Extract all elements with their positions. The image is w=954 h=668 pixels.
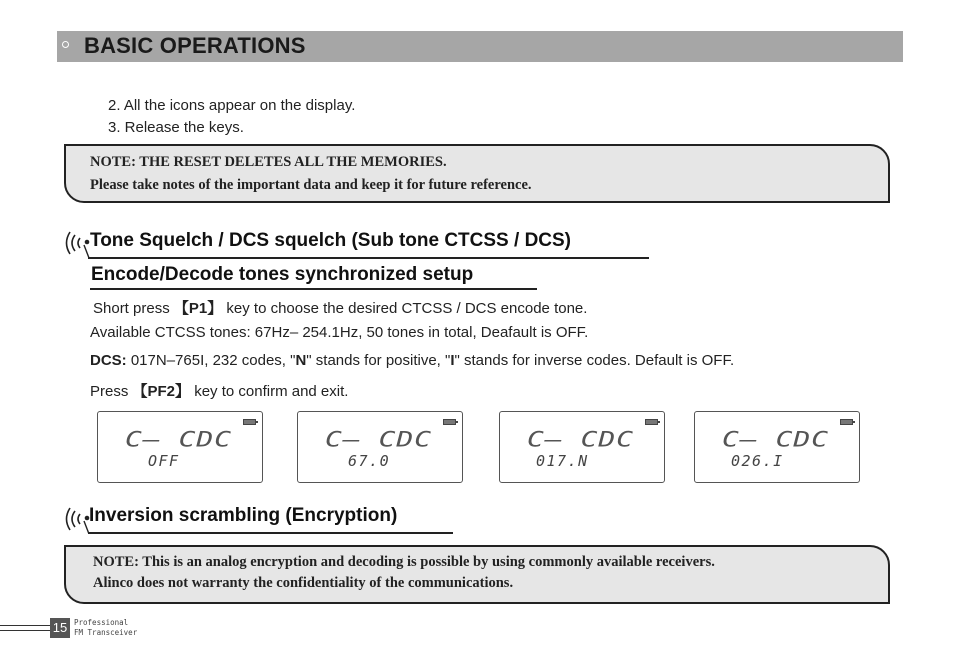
step-3: 3. Release the keys. [108, 119, 244, 136]
pf2-key-label: 【PF2】 [132, 383, 191, 400]
encryption-note-line-2: Alinco does not warranty the confidentiality of the communications. [93, 575, 514, 591]
radio-wave-icon [62, 504, 90, 534]
battery-icon [243, 419, 256, 425]
lcd-panel-026i [694, 411, 860, 483]
tone-squelch-heading: Tone Squelch / DCS squelch (Sub tone CTCSS / DCS) [90, 230, 572, 251]
dcs-codes-line: DCS: 017N–765I, 232 codes, "N" stands for positive, "I" stands for inverse codes. Default is OFF. [90, 352, 735, 369]
page-number: 15 [50, 618, 70, 638]
footer-brand-line-2: FM Transceiver [74, 628, 138, 637]
battery-icon [645, 419, 658, 425]
p1-key-label: 【P1】 [173, 300, 223, 317]
encryption-note-line-1: NOTE: This is an analog encryption and decoding is possible by using commonly available receivers. [93, 554, 715, 570]
reset-note-line-2: Please take notes of the important data and keep it for future reference. [90, 177, 532, 193]
lcd-panel-017n [499, 411, 665, 483]
reset-note-line-1: NOTE: THE RESET DELETES ALL THE MEMORIES. [90, 154, 447, 170]
footer-rule [0, 630, 50, 631]
encode-decode-subheading: Encode/Decode tones synchronized setup [91, 264, 474, 285]
step-2: 2. All the icons appear on the display. [108, 97, 356, 114]
heading-underline [88, 257, 649, 259]
battery-icon [840, 419, 853, 425]
lcd-sub-text: 026.I [731, 452, 784, 470]
lcd-sub-text: OFF [148, 452, 180, 470]
lcd-sub-text: 017.N [536, 452, 589, 470]
lcd-main-text: C– CDC [125, 427, 233, 452]
inversion-scrambling-heading: Inversion scrambling (Encryption) [89, 505, 398, 526]
pf2-instruction: Press 【PF2】 key to confirm and exit. [90, 383, 349, 400]
ctcss-tones-line: Available CTCSS tones: 67Hz– 254.1Hz, 50 tones in total, Deafault is OFF. [90, 324, 589, 341]
radio-wave-icon [62, 228, 90, 258]
subheading-underline [90, 288, 537, 290]
lcd-panel-67 [297, 411, 463, 483]
footer-rule [0, 625, 50, 626]
lcd-panel-off [97, 411, 263, 483]
heading-underline [88, 532, 453, 534]
battery-icon [443, 419, 456, 425]
p1-instruction: Short press 【P1】 key to choose the desired CTCSS / DCS encode tone. [93, 300, 588, 317]
footer-brand-line-1: Professional [74, 618, 129, 627]
circle-bullet-icon [62, 41, 69, 48]
lcd-sub-text: 67.0 [348, 452, 391, 470]
page-title: BASIC OPERATIONS [84, 33, 306, 58]
lcd-main-text: C– CDC [325, 427, 433, 452]
lcd-main-text: C– CDC [527, 427, 635, 452]
lcd-main-text: C– CDC [722, 427, 830, 452]
reset-note-box [64, 144, 890, 203]
